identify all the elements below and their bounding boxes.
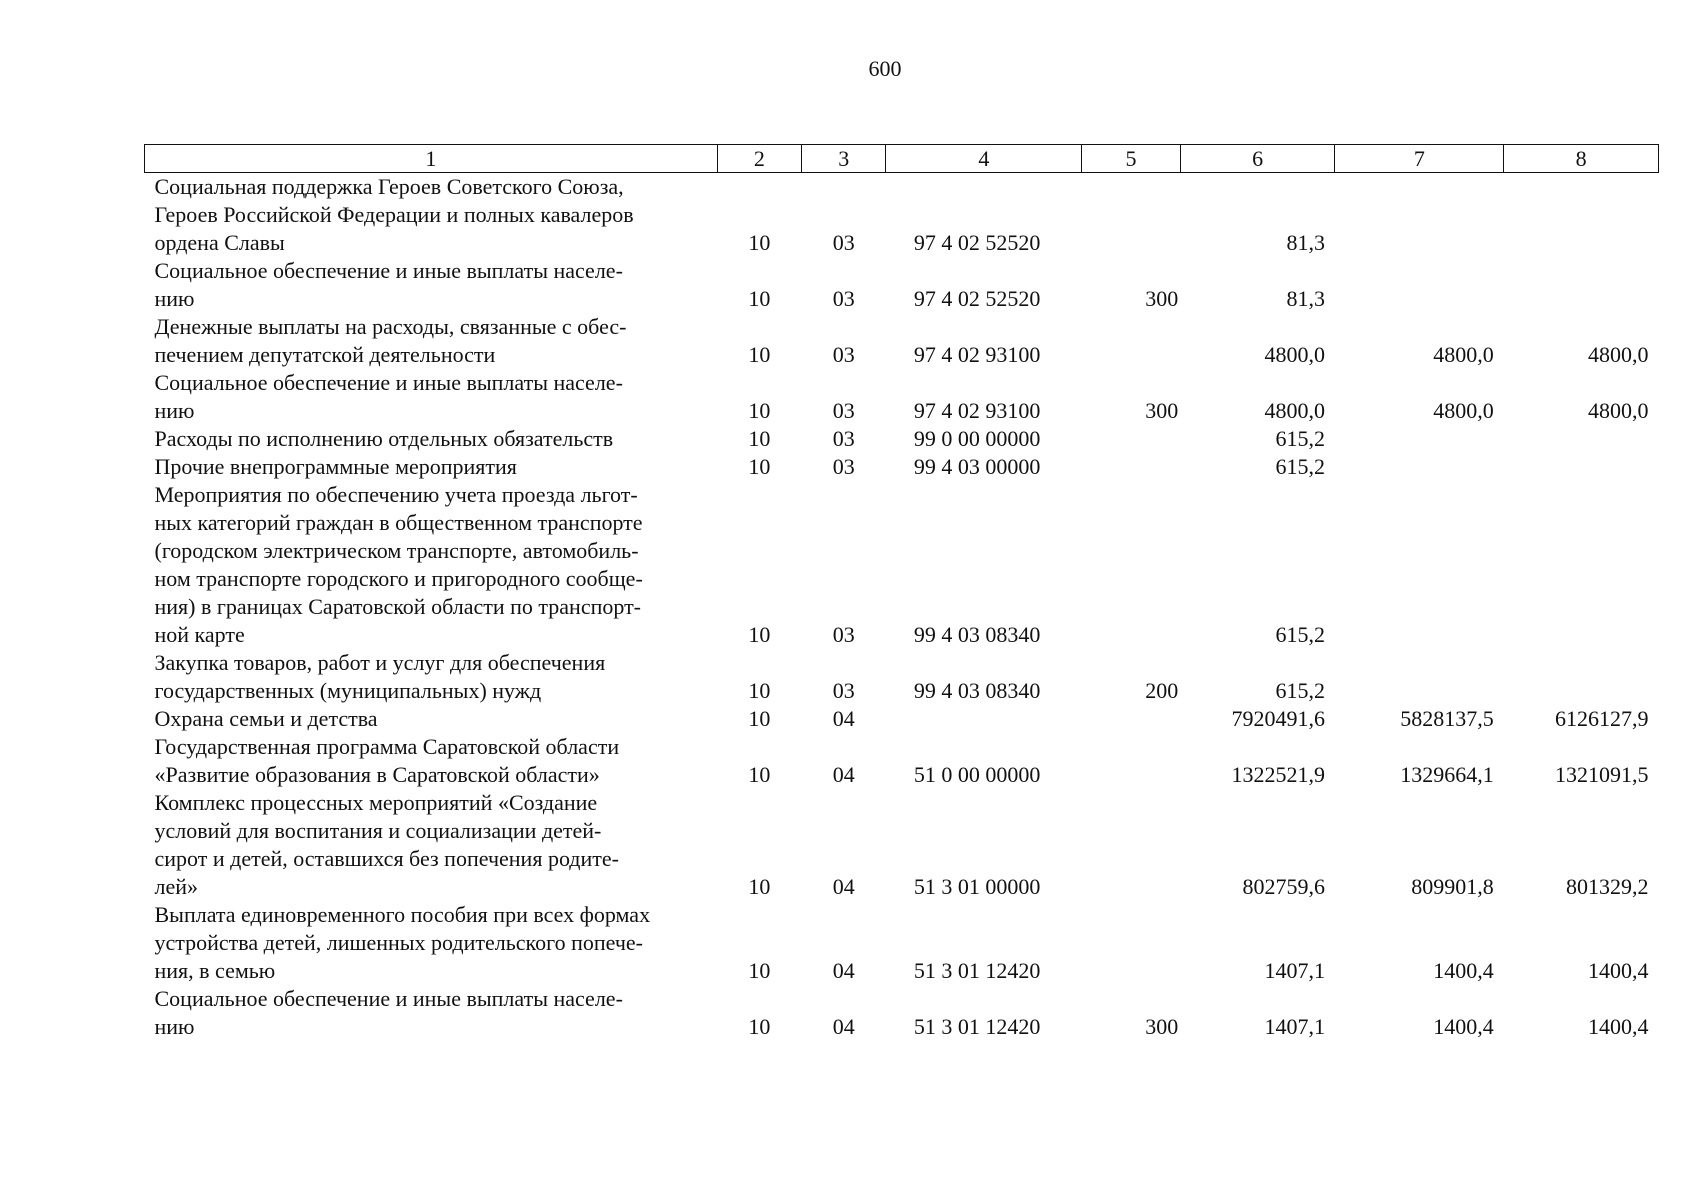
row-name bbox=[145, 313, 718, 369]
amount-year-3 bbox=[1504, 481, 1659, 649]
table-row bbox=[145, 789, 1659, 901]
target-article-code: 51 3 01 12420 bbox=[913, 958, 1041, 983]
row-name-line: ния, в семью bbox=[154, 958, 276, 983]
page-number: 600 bbox=[868, 56, 902, 81]
expense-type-code bbox=[1082, 789, 1180, 901]
row-name-line: «Развитие образования в Саратовской области» bbox=[154, 762, 600, 787]
amount-year-1: 81,3 bbox=[1286, 230, 1325, 255]
row-name-line: печением депутатской деятельности bbox=[154, 342, 496, 367]
row-name-line: Социальное обеспечение и иные выплаты населе- bbox=[154, 258, 623, 283]
subsection-code: 03 bbox=[832, 678, 855, 703]
amount-year-3 bbox=[1504, 257, 1659, 313]
table-row bbox=[145, 425, 1659, 453]
target-article-code: 99 4 03 08340 bbox=[913, 622, 1041, 647]
section-code: 10 bbox=[748, 286, 771, 311]
table-row bbox=[145, 985, 1659, 1041]
section-code: 10 bbox=[748, 342, 771, 367]
amount-year-2 bbox=[1335, 173, 1504, 258]
row-name bbox=[145, 705, 718, 733]
target-article-code: 97 4 02 52520 bbox=[913, 230, 1041, 255]
amount-year-1: 615,2 bbox=[1275, 622, 1325, 647]
amount-year-3: 1400,4 bbox=[1588, 958, 1649, 983]
table-row bbox=[145, 705, 1659, 733]
row-name-line: условий для воспитания и социализации детей- bbox=[154, 818, 602, 843]
table-body bbox=[145, 173, 1659, 1042]
expense-type-code bbox=[1082, 705, 1180, 733]
amount-year-2: 4800,0 bbox=[1433, 398, 1494, 423]
row-name bbox=[145, 481, 718, 649]
column-header: 8 bbox=[1504, 145, 1659, 173]
table-row bbox=[145, 453, 1659, 481]
subsection-code: 03 bbox=[832, 230, 855, 255]
row-name-line: Охрана семьи и детства bbox=[154, 706, 378, 731]
section-code: 10 bbox=[748, 762, 771, 787]
expense-type-code: 200 bbox=[1145, 678, 1179, 703]
section-code: 10 bbox=[748, 426, 771, 451]
row-name bbox=[145, 789, 718, 901]
subsection-code: 03 bbox=[832, 398, 855, 423]
amount-year-3: 4800,0 bbox=[1588, 398, 1649, 423]
section-code: 10 bbox=[748, 706, 771, 731]
row-name-line: лей» bbox=[154, 874, 199, 899]
row-name-line: ния) в границах Саратовской области по транспорт- bbox=[154, 594, 642, 619]
row-name-line: Героев Российской Федерации и полных кавалеров bbox=[154, 202, 634, 227]
amount-year-3 bbox=[1504, 649, 1659, 705]
target-article-code: 99 0 00 00000 bbox=[913, 426, 1041, 451]
subsection-code: 03 bbox=[832, 426, 855, 451]
amount-year-1: 615,2 bbox=[1275, 454, 1325, 479]
amount-year-2 bbox=[1335, 481, 1504, 649]
amount-year-1: 615,2 bbox=[1275, 426, 1325, 451]
row-name-line: Выплата единовременного пособия при всех формах bbox=[154, 902, 651, 927]
row-name-line: нию bbox=[154, 1014, 195, 1039]
table-row bbox=[145, 173, 1659, 258]
table-row bbox=[145, 481, 1659, 649]
row-name-line: ных категорий граждан в общественном транспорте bbox=[154, 510, 643, 535]
column-header: 4 bbox=[886, 145, 1082, 173]
expense-type-code: 300 bbox=[1145, 1014, 1179, 1039]
amount-year-2: 1400,4 bbox=[1433, 1014, 1494, 1039]
column-header: 6 bbox=[1180, 145, 1335, 173]
section-code: 10 bbox=[748, 678, 771, 703]
expense-type-code bbox=[1082, 481, 1180, 649]
table-row bbox=[145, 649, 1659, 705]
row-name bbox=[145, 425, 718, 453]
amount-year-1: 4800,0 bbox=[1264, 398, 1325, 423]
amount-year-3 bbox=[1504, 425, 1659, 453]
subsection-code: 03 bbox=[832, 342, 855, 367]
amount-year-3: 1321091,5 bbox=[1555, 762, 1649, 787]
table-row bbox=[145, 733, 1659, 789]
amount-year-2: 809901,8 bbox=[1411, 874, 1494, 899]
target-article-code: 51 3 01 12420 bbox=[913, 1014, 1041, 1039]
amount-year-2 bbox=[1335, 257, 1504, 313]
row-name-line: устройства детей, лишенных родительского попече- bbox=[154, 930, 644, 955]
amount-year-1: 802759,6 bbox=[1242, 874, 1325, 899]
subsection-code: 03 bbox=[832, 622, 855, 647]
target-article-code: 51 3 01 00000 bbox=[913, 874, 1041, 899]
row-name-line: Социальное обеспечение и иные выплаты населе- bbox=[154, 370, 623, 395]
row-name-line: Прочие внепрограммные мероприятия bbox=[154, 454, 517, 479]
section-code: 10 bbox=[748, 622, 771, 647]
target-article-code bbox=[886, 705, 1082, 733]
amount-year-3: 6126127,9 bbox=[1555, 706, 1649, 731]
amount-year-3 bbox=[1504, 453, 1659, 481]
column-header: 2 bbox=[717, 145, 801, 173]
row-name-line: (городском электрическом транспорте, автомобиль- bbox=[154, 538, 639, 563]
row-name-line: Социальная поддержка Героев Советского Союза, bbox=[154, 174, 624, 199]
amount-year-2: 1329664,1 bbox=[1400, 762, 1494, 787]
amount-year-2 bbox=[1335, 649, 1504, 705]
row-name bbox=[145, 173, 718, 258]
row-name-line: Мероприятия по обеспечению учета проезда льгот- bbox=[154, 482, 638, 507]
amount-year-2 bbox=[1335, 453, 1504, 481]
amount-year-1: 615,2 bbox=[1275, 678, 1325, 703]
row-name-line: Социальное обеспечение и иные выплаты населе- bbox=[154, 986, 623, 1011]
amount-year-3: 4800,0 bbox=[1588, 342, 1649, 367]
section-code: 10 bbox=[748, 454, 771, 479]
expense-type-code: 300 bbox=[1145, 286, 1179, 311]
table-row bbox=[145, 369, 1659, 425]
expense-type-code: 300 bbox=[1145, 398, 1179, 423]
row-name-line: сирот и детей, оставшихся без попечения родите- bbox=[154, 846, 619, 871]
target-article-code: 97 4 02 93100 bbox=[913, 398, 1041, 423]
section-code: 10 bbox=[748, 958, 771, 983]
row-name bbox=[145, 733, 718, 789]
subsection-code: 03 bbox=[832, 454, 855, 479]
row-name bbox=[145, 985, 718, 1041]
column-header: 1 bbox=[145, 145, 718, 173]
subsection-code: 04 bbox=[832, 762, 855, 787]
row-name bbox=[145, 453, 718, 481]
row-name-line: ордена Славы bbox=[154, 230, 285, 255]
column-header: 5 bbox=[1082, 145, 1180, 173]
row-name-line: ном транспорте городского и пригородного сообще- bbox=[154, 566, 643, 591]
amount-year-2: 1400,4 bbox=[1433, 958, 1494, 983]
amount-year-1: 81,3 bbox=[1286, 286, 1325, 311]
row-name-line: нию bbox=[154, 286, 195, 311]
row-name-line: нию bbox=[154, 398, 195, 423]
row-name bbox=[145, 901, 718, 985]
amount-year-3: 1400,4 bbox=[1588, 1014, 1649, 1039]
subsection-code: 04 bbox=[832, 958, 855, 983]
table-row bbox=[145, 901, 1659, 985]
expense-type-code bbox=[1082, 901, 1180, 985]
row-name bbox=[145, 369, 718, 425]
expense-type-code bbox=[1082, 425, 1180, 453]
target-article-code: 99 4 03 08340 bbox=[913, 678, 1041, 703]
amount-year-1: 1407,1 bbox=[1264, 1014, 1325, 1039]
table-header-row bbox=[145, 145, 1659, 173]
subsection-code: 03 bbox=[832, 286, 855, 311]
section-code: 10 bbox=[748, 398, 771, 423]
amount-year-2: 4800,0 bbox=[1433, 342, 1494, 367]
row-name-line: Денежные выплаты на расходы, связанные с обес- bbox=[154, 314, 627, 339]
expense-type-code bbox=[1082, 313, 1180, 369]
amount-year-1: 4800,0 bbox=[1264, 342, 1325, 367]
target-article-code: 97 4 02 93100 bbox=[913, 342, 1041, 367]
subsection-code: 04 bbox=[832, 706, 855, 731]
row-name bbox=[145, 257, 718, 313]
section-code: 10 bbox=[748, 874, 771, 899]
amount-year-1: 7920491,6 bbox=[1231, 706, 1325, 731]
row-name bbox=[145, 649, 718, 705]
expense-type-code bbox=[1082, 733, 1180, 789]
amount-year-3 bbox=[1504, 173, 1659, 258]
row-name-line: ной карте bbox=[154, 622, 245, 647]
amount-year-3: 801329,2 bbox=[1566, 874, 1649, 899]
table-row bbox=[145, 313, 1659, 369]
section-code: 10 bbox=[748, 230, 771, 255]
column-header: 7 bbox=[1335, 145, 1504, 173]
expense-type-code bbox=[1082, 173, 1180, 258]
row-name-line: Закупка товаров, работ и услуг для обеспечения bbox=[154, 650, 606, 675]
amount-year-1: 1322521,9 bbox=[1231, 762, 1325, 787]
budget-table bbox=[144, 144, 1659, 1041]
target-article-code: 51 0 00 00000 bbox=[913, 762, 1041, 787]
row-name-line: Государственная программа Саратовской области bbox=[154, 734, 620, 759]
column-header: 3 bbox=[802, 145, 886, 173]
target-article-code: 99 4 03 00000 bbox=[913, 454, 1041, 479]
table-row bbox=[145, 257, 1659, 313]
row-name-line: Расходы по исполнению отдельных обязательств bbox=[154, 426, 614, 451]
section-code: 10 bbox=[748, 1014, 771, 1039]
amount-year-2: 5828137,5 bbox=[1400, 706, 1494, 731]
row-name-line: Комплекс процессных мероприятий «Создание bbox=[154, 790, 598, 815]
target-article-code: 97 4 02 52520 bbox=[913, 286, 1041, 311]
expense-type-code bbox=[1082, 453, 1180, 481]
subsection-code: 04 bbox=[832, 1014, 855, 1039]
row-name-line: государственных (муниципальных) нужд bbox=[154, 678, 542, 703]
subsection-code: 04 bbox=[832, 874, 855, 899]
amount-year-2 bbox=[1335, 425, 1504, 453]
amount-year-1: 1407,1 bbox=[1264, 958, 1325, 983]
